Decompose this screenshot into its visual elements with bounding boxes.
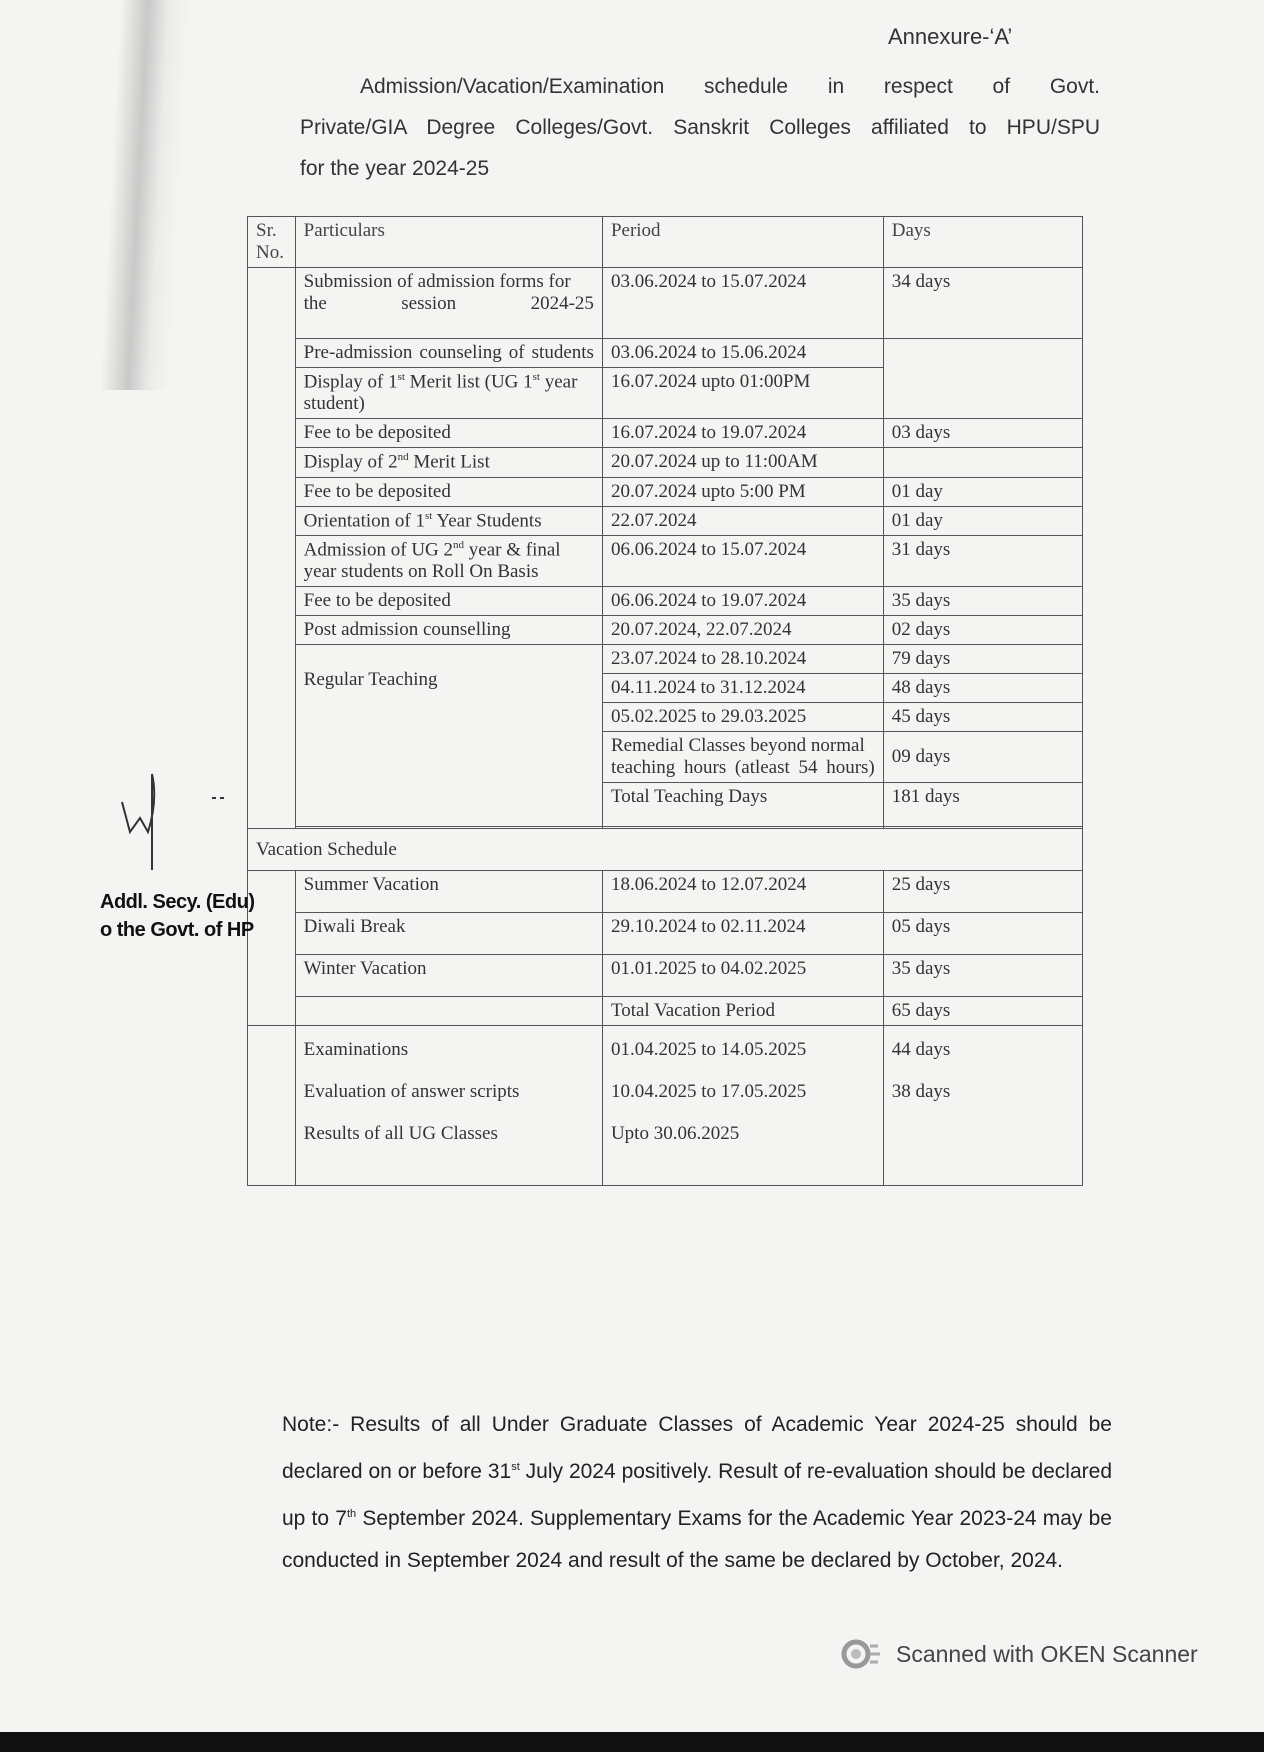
total-teaching-label: Total Teaching Days: [602, 783, 883, 827]
period-cell: Remedial Classes beyond normal teaching hours (atleast 54 hours): [602, 732, 883, 783]
days-cell: 03 days: [883, 419, 1082, 448]
regular-teaching-cell: Regular Teaching: [295, 645, 602, 827]
total-teaching-days: 181 days: [883, 783, 1082, 827]
days-cell: 34 days: [883, 268, 1082, 339]
particulars-cell: Admission of UG 2nd year & final year students on Roll On Basis: [295, 535, 602, 586]
header-particulars: Particulars: [295, 217, 602, 268]
table-row: [248, 997, 1083, 1026]
days-cell: 48 days: [883, 674, 1082, 703]
signatory-line-1: Addl. Secy. (Edu): [100, 891, 255, 913]
days-cell: 09 days: [883, 732, 1082, 783]
period-cell: 05.02.2025 to 29.03.2025: [602, 703, 883, 732]
period-cell: 06.06.2024 to 15.07.2024: [602, 535, 883, 586]
note-paragraph: Note:- Results of all Under Graduate Classes of Academic Year 2024-25 should be declared on or before 31st July 2024 positively. Result of re-evaluation should be declared up to 7th September 2024. Supplementary Exams for the Academic Year 2023-24 may be conducted in September 2024 and result of the same be declared by October, 2024.: [282, 1413, 1112, 1572]
period-cell: 20.07.2024 up to 11:00AM: [602, 448, 883, 477]
table-row: [248, 339, 1083, 368]
particulars-cell: Diwali Break: [295, 913, 602, 955]
sr-cell-exams: [248, 1026, 296, 1186]
scanner-logo-icon: [840, 1638, 882, 1670]
title-line-3: for the year 2024-25: [300, 157, 490, 180]
particulars-cell: Fee to be deposited: [295, 419, 602, 448]
table-row: [248, 587, 1083, 616]
header-sr-no: Sr. No.: [248, 217, 296, 268]
exam-particular: Evaluation of answer scripts: [303, 1081, 520, 1103]
particulars-cell: Fee to be deposited: [295, 587, 602, 616]
period-cell: 23.07.2024 to 28.10.2024: [602, 645, 883, 674]
signatory-line-2: o the Govt. of HP: [100, 919, 254, 941]
particulars-cell: Display of 2nd Merit List: [295, 448, 602, 477]
table-row: [248, 268, 1083, 339]
days-cell: 45 days: [883, 703, 1082, 732]
scan-bottom-edge: [0, 1732, 1264, 1752]
signatory-designation: [100, 888, 254, 944]
exam-period-cell: [602, 1026, 883, 1186]
period-cell: 29.10.2024 to 02.11.2024: [602, 913, 883, 955]
days-cell: [883, 339, 1082, 419]
particulars-cell: Fee to be deposited: [295, 477, 602, 506]
table-header-row: [248, 217, 1083, 268]
days-cell: 79 days: [883, 645, 1082, 674]
vacation-heading-row: [248, 829, 1083, 871]
table-row: [248, 535, 1083, 586]
table-row: [248, 645, 1083, 674]
particulars-cell: Submission of admission forms for the session 2024-25: [295, 268, 602, 339]
sr-cell-admission: [248, 268, 296, 829]
table-row: [248, 477, 1083, 506]
document-title: [300, 66, 1100, 189]
scan-shadow: [100, 0, 190, 390]
period-cell: 06.06.2024 to 19.07.2024: [602, 587, 883, 616]
schedule-table: [247, 216, 1083, 1186]
days-cell: [883, 448, 1082, 477]
particulars-cell: Pre-admission counseling of students: [295, 339, 602, 368]
header-period: Period: [602, 217, 883, 268]
period-cell: 03.06.2024 to 15.07.2024: [602, 268, 883, 339]
particulars-cell: Post admission counselling: [295, 616, 602, 645]
exam-particulars-cell: [295, 1026, 602, 1186]
title-line-1: Admission/Vacation/Examination schedule in respect of Govt.: [360, 75, 1100, 98]
particulars-cell: Orientation of 1st Year Students: [295, 506, 602, 535]
days-cell: 01 day: [883, 506, 1082, 535]
period-cell: 03.06.2024 to 15.06.2024: [602, 339, 883, 368]
particulars-cell: Winter Vacation: [295, 955, 602, 997]
exam-row: [248, 1026, 1083, 1186]
table-row: [248, 448, 1083, 477]
period-cell: 20.07.2024, 22.07.2024: [602, 616, 883, 645]
exam-days-cell: [883, 1026, 1082, 1186]
period-cell: 20.07.2024 upto 5:00 PM: [602, 477, 883, 506]
exam-particular: Results of all UG Classes: [303, 1123, 498, 1145]
scanner-watermark: [840, 1638, 1198, 1670]
table-row: [248, 419, 1083, 448]
table-row: [248, 955, 1083, 997]
particulars-cell: Display of 1st Merit list (UG 1st year student): [295, 368, 602, 419]
period-cell: 18.06.2024 to 12.07.2024: [602, 871, 883, 913]
annexure-label: Annexure-‘A’: [888, 24, 1013, 49]
period-cell: 04.11.2024 to 31.12.2024: [602, 674, 883, 703]
header-days: Days: [883, 217, 1082, 268]
exam-particular: Examinations: [303, 1039, 409, 1061]
days-cell: 35 days: [883, 587, 1082, 616]
days-cell: 35 days: [883, 955, 1082, 997]
period-cell: 22.07.2024: [602, 506, 883, 535]
total-vacation-label: Total Vacation Period: [602, 997, 883, 1026]
days-cell: 02 days: [883, 616, 1082, 645]
title-line-2: Private/GIA Degree Colleges/Govt. Sanskrit Colleges affiliated to HPU/SPU: [300, 116, 1100, 139]
exam-period: 10.04.2025 to 17.05.2025: [610, 1081, 807, 1103]
particulars-cell: Summer Vacation: [295, 871, 602, 913]
exam-period: Upto 30.06.2025: [610, 1123, 740, 1145]
exam-days: 44 days: [891, 1039, 951, 1061]
total-vacation-days: 65 days: [883, 997, 1082, 1026]
days-cell: 01 day: [883, 477, 1082, 506]
table-row: [248, 506, 1083, 535]
particulars-cell: [295, 997, 602, 1026]
days-cell: 05 days: [883, 913, 1082, 955]
exam-period: 01.04.2025 to 14.05.2025: [610, 1039, 807, 1061]
period-cell: 16.07.2024 to 19.07.2024: [602, 419, 883, 448]
table-row: [248, 616, 1083, 645]
scanner-label: Scanned with OKEN Scanner: [896, 1640, 1198, 1667]
exam-days: 38 days: [891, 1081, 951, 1103]
table-row: [248, 913, 1083, 955]
vacation-heading: Vacation Schedule: [248, 829, 1083, 871]
days-cell: 31 days: [883, 535, 1082, 586]
period-cell: 16.07.2024 upto 01:00PM: [602, 368, 883, 419]
days-cell: 25 days: [883, 871, 1082, 913]
period-cell: 01.01.2025 to 04.02.2025: [602, 955, 883, 997]
table-row: [248, 871, 1083, 913]
